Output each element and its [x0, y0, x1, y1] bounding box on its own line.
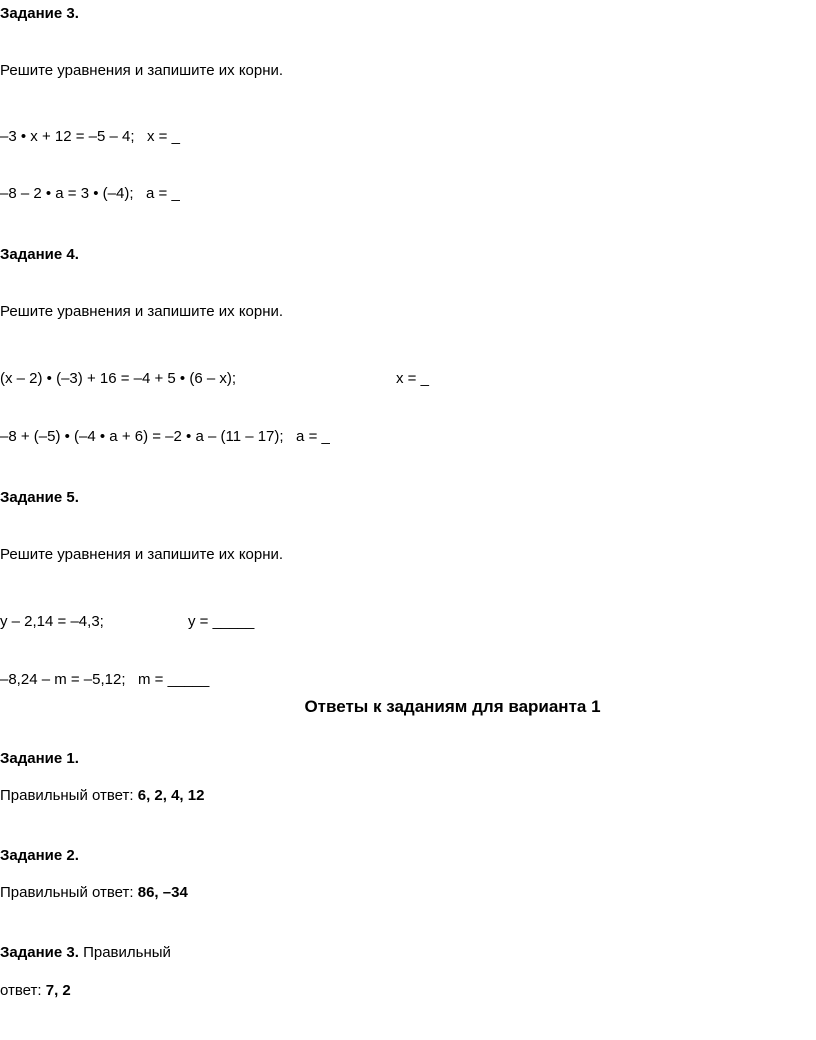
- task3-equation-2: –8 – 2 • a = 3 • (–4); a = _: [0, 185, 180, 202]
- task5-equation-1-answer: y = _____: [188, 613, 255, 630]
- task4-title: Задание 4.: [0, 246, 79, 263]
- answer2-line: [0, 883, 188, 903]
- task5-equation-2: –8,24 – m = –5,12; m = _____: [0, 671, 210, 688]
- answer3-prefix-2: ответ:: [0, 982, 46, 999]
- task5-title: Задание 5.: [0, 489, 79, 506]
- answer3-line-1: [0, 943, 171, 963]
- answer1-value: 6, 2, 4, 12: [137, 787, 205, 804]
- task4-instruction: Решите уравнения и запишите их корни.: [0, 303, 284, 320]
- task3-equation-1: –3 • x + 12 = –5 – 4; x = _: [0, 128, 180, 145]
- task3-instruction: Решите уравнения и запишите их корни.: [0, 62, 284, 79]
- answer1-line: [0, 786, 204, 806]
- task5-instruction: Решите уравнения и запишите их корни.: [0, 546, 284, 563]
- task4-equation-1-answer: x = _: [396, 370, 429, 387]
- answer3-title: Задание 3.: [0, 944, 79, 961]
- answers-heading: Ответы к заданиям для варианта 1: [304, 697, 601, 716]
- answer1-prefix: Правильный ответ:: [0, 787, 138, 804]
- task4-equation-1: (x – 2) • (–3) + 16 = –4 + 5 • (6 – x);: [0, 370, 237, 387]
- answer3-value: 7, 2: [45, 982, 71, 999]
- answer2-title: Задание 2.: [0, 847, 79, 864]
- answer3-prefix-1: Правильный: [78, 944, 171, 961]
- answer1-title: Задание 1.: [0, 750, 79, 767]
- answer3-line-2: [0, 981, 71, 1001]
- task4-equation-2: –8 + (–5) • (–4 • a + 6) = –2 • a – (11 – 17); a = _: [0, 428, 330, 445]
- answer2-prefix: Правильный ответ:: [0, 884, 138, 901]
- task5-equation-1: y – 2,14 = –4,3;: [0, 613, 104, 630]
- answer2-value: 86, –34: [137, 884, 188, 901]
- task3-title: Задание 3.: [0, 5, 79, 22]
